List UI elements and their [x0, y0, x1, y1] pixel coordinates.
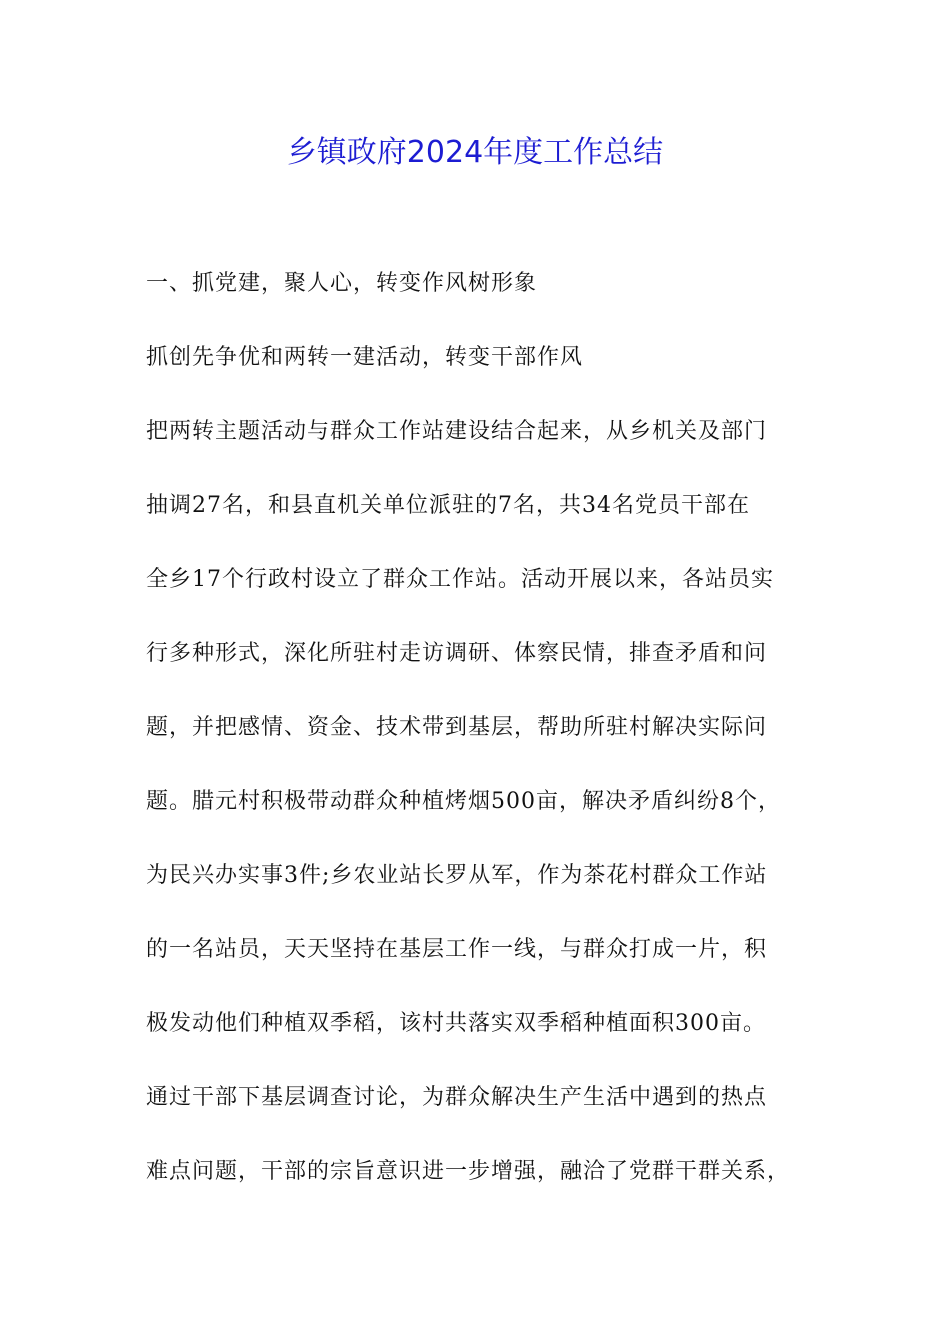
paragraph-line: 难点问题，干部的宗旨意识进一步增强，融洽了党群干群关系， [146, 1159, 791, 1184]
paragraph-line: 为民兴办实事3件;乡农业站长罗从军，作为茶花村群众工作站 [146, 863, 768, 888]
document-title: 乡镇政府2024年度工作总结 [286, 135, 664, 170]
paragraph-line: 抽调27名，和县直机关单位派驻的7名，共34名党员干部在 [146, 493, 750, 518]
subsection-heading: 抓创先争优和两转一建活动，转变干部作风 [146, 345, 584, 370]
paragraph-line: 题。腊元村积极带动群众种植烤烟500亩，解决矛盾纠纷8个， [146, 789, 781, 814]
paragraph-line: 通过干部下基层调查讨论，为群众解决生产生活中遇到的热点 [146, 1085, 768, 1110]
document-body [146, 262, 826, 1224]
paragraph-line: 极发动他们种植双季稻，该村共落实双季稻种植面积300亩。 [146, 1011, 766, 1036]
paragraph-line: 全乡17个行政村设立了群众工作站。活动开展以来，各站员实 [146, 567, 774, 592]
section-heading: 一、抓党建，聚人心，转变作风树形象 [146, 271, 538, 296]
paragraph-line: 行多种形式，深化所驻村走访调研、体察民情，排查矛盾和问 [146, 641, 768, 666]
paragraph-line: 的一名站员，天天坚持在基层工作一线，与群众打成一片，积 [146, 937, 768, 962]
paragraph-line: 把两转主题活动与群众工作站建设结合起来，从乡机关及部门 [146, 419, 768, 444]
paragraph-line: 题，并把感情、资金、技术带到基层，帮助所驻村解决实际问 [146, 715, 768, 740]
